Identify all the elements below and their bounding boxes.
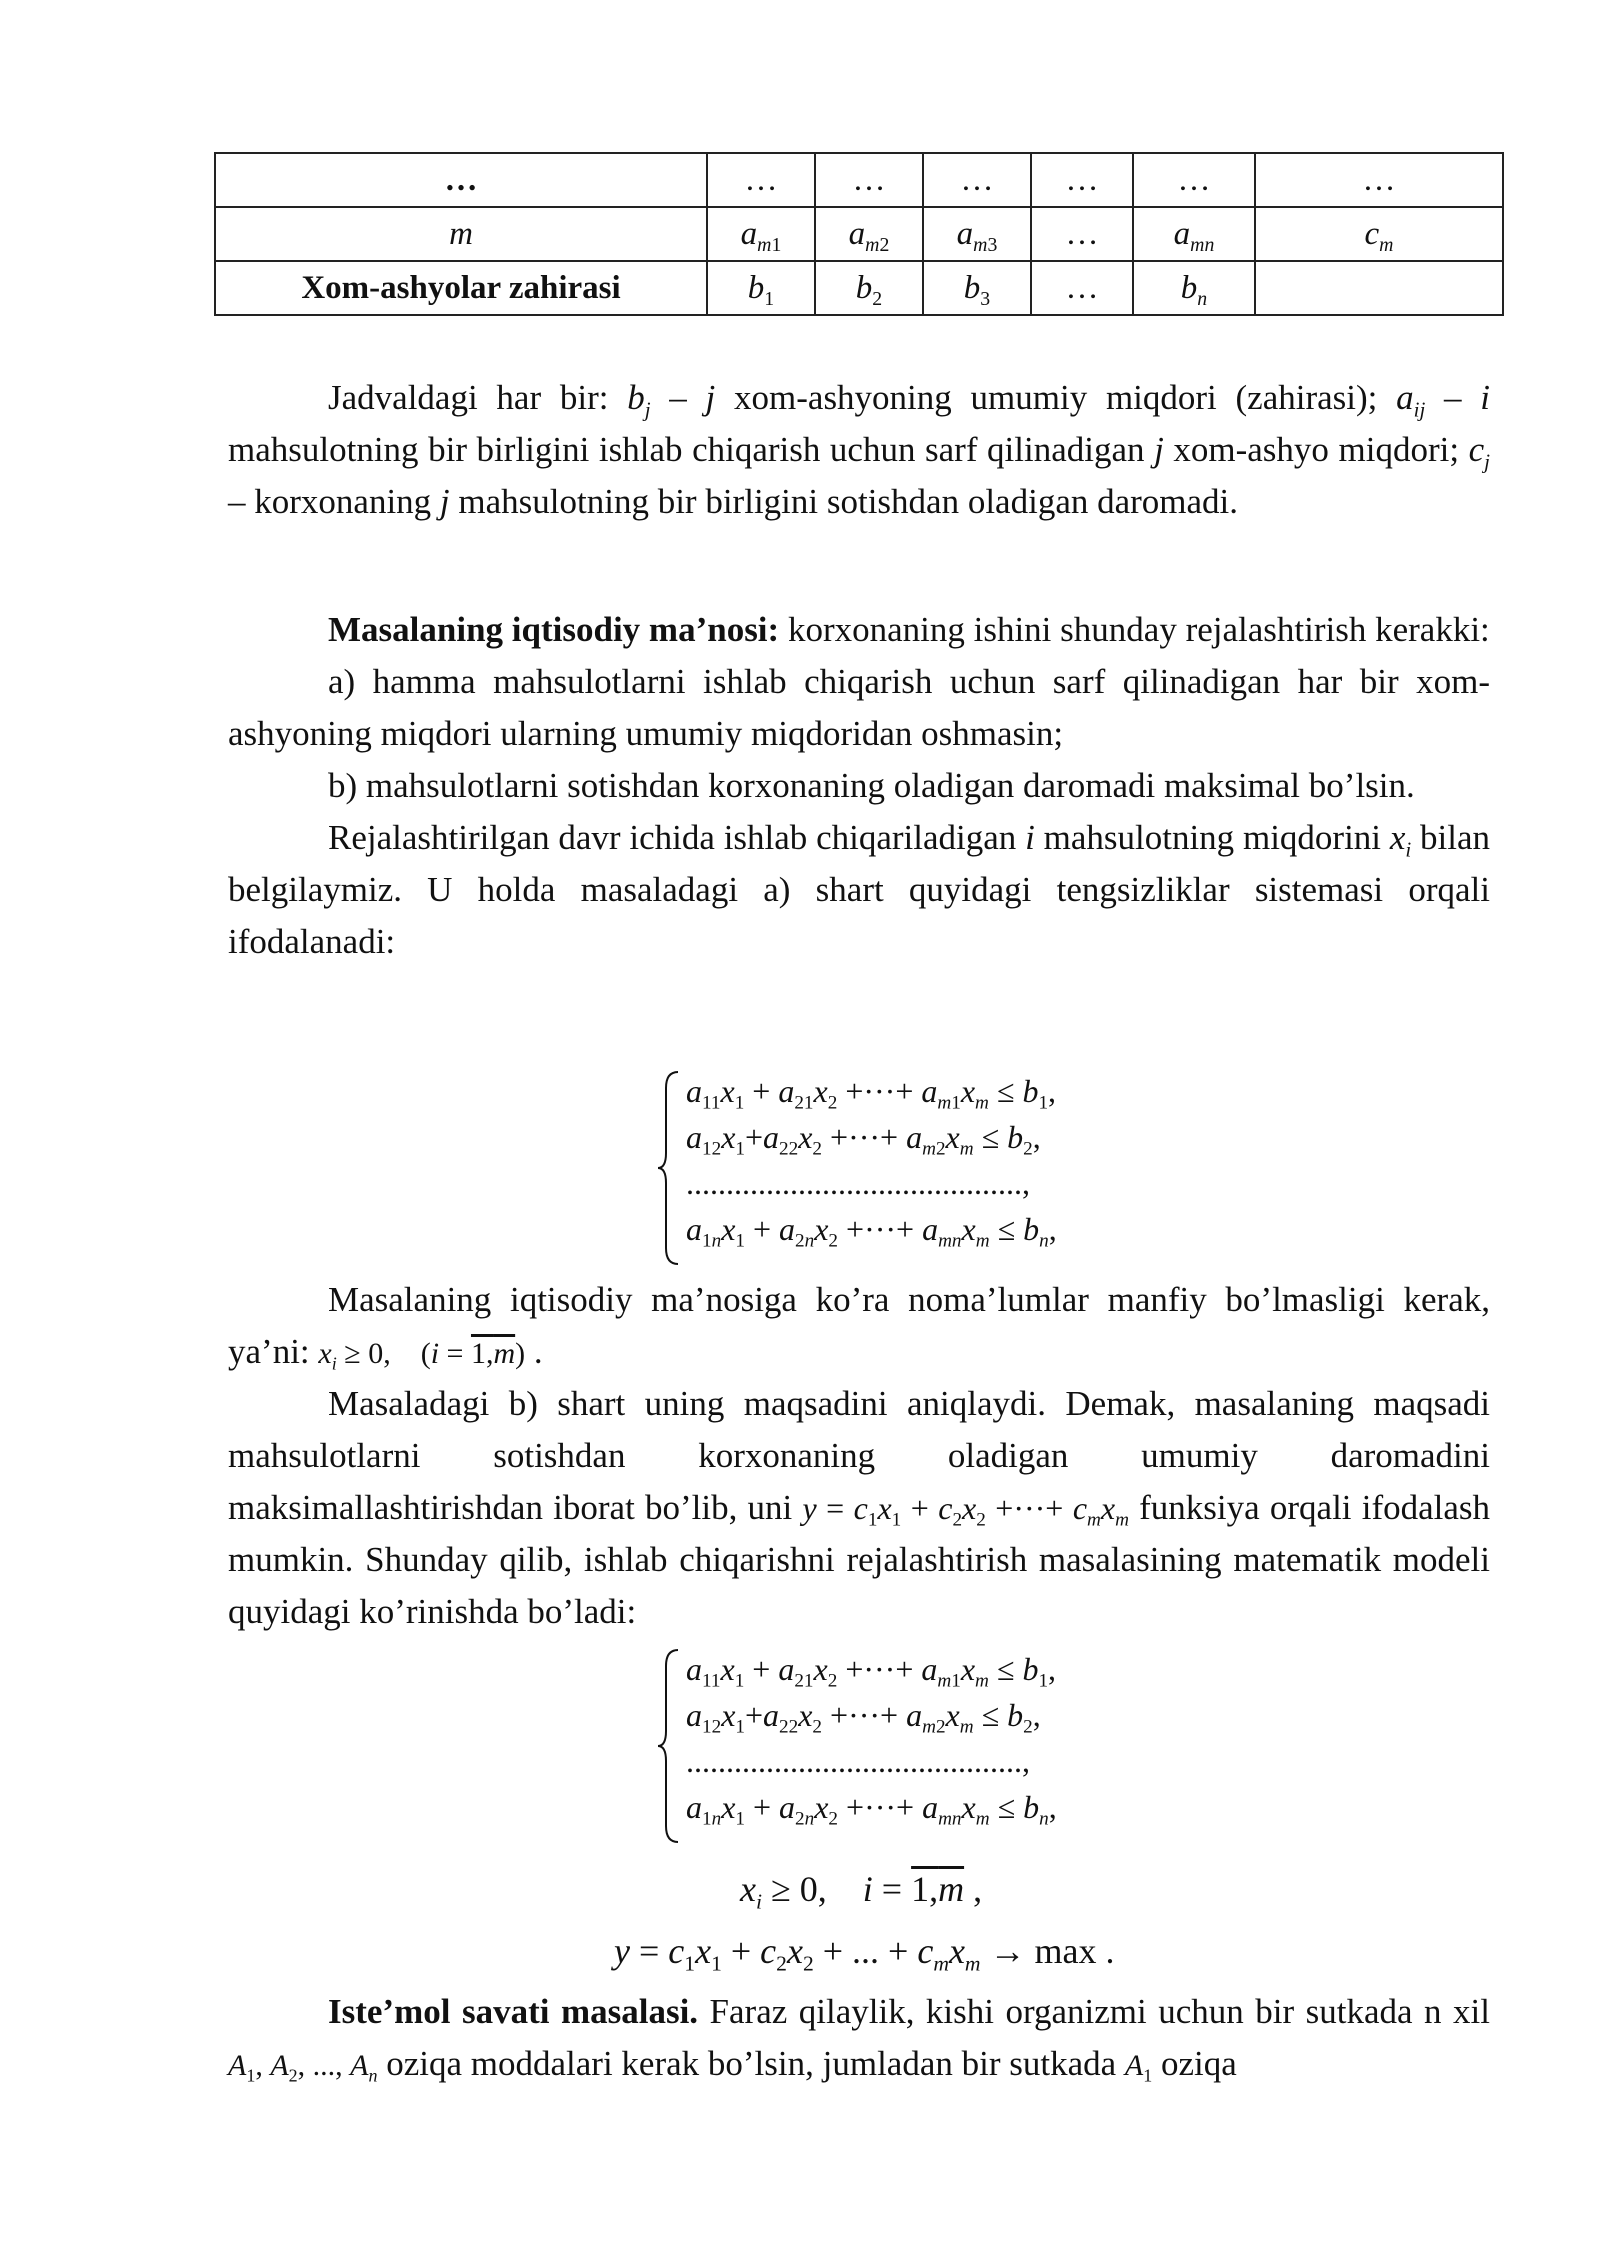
text: korxonaning ishini shunday rejalashtirish kerakki: xyxy=(779,610,1490,649)
nonnegativity-formula: $x_i \ge 0$, i = 1,m , xyxy=(740,1869,983,1914)
paragraph-consumer-basket xyxy=(228,1986,1490,2092)
text: bilan belgilaymiz. U holda masaladagi a) shart quyidagi tengsizliklar sistemasi orqali ifodalanadi: xyxy=(228,818,1490,961)
text: mahsulotning bir birligini sotishdan oladigan daromadi. xyxy=(449,482,1239,521)
text: oziqa moddalari kerak bo’lsin, jumladan bir sutkada xyxy=(377,2044,1125,2083)
bold-heading: Iste’mol savati masalasi. xyxy=(328,1992,699,2031)
table-cell: $a_{m2}$ xyxy=(815,207,923,261)
objective-formula: $y = c_1x_1 + c_2x_2$ + ... + $c_mx_m \to \max$ . xyxy=(614,1931,1115,1976)
inequality-row: $a_{1n}x_1 + a_{2n}x_2$ +···+ $a_{mn}x_m \le b_n$, xyxy=(686,1211,1057,1252)
table-cell: … xyxy=(1031,207,1133,261)
table-cell: $a_{m1}$ xyxy=(707,207,815,261)
paragraph-text: Jadvaldagi har bir: $b_j$ – j xom-ashyoning umumiy miqdori (zahirasi); $a_{ij}$ – i mahsulotning bir birligini ishlab chiqarish uchun sarf qilinadigan j xom-ashyo miqdori; $c_j$ – korxonaning j mahsulotning bir birligini sotishdan oladigan daromadi. xyxy=(228,378,1491,521)
brace-icon xyxy=(656,1068,682,1268)
table-cell: … xyxy=(1031,261,1133,315)
text: Masaladagi b) shart uning maqsadini aniqlaydi. Demak, masalaning maqsadi mahsulotlarni sotishdan korxonaning oladigan umumiy daromadini maksimallashtirishdan iborat bo’lib, uni xyxy=(228,1384,1490,1527)
table-cell: … xyxy=(1031,153,1133,207)
text: mahsulotning bir birligini ishlab chiqarish uchun sarf qilinadigan xyxy=(228,430,1155,469)
paragraph-definitions xyxy=(228,372,1490,528)
bold-heading: Masalaning iqtisodiy ma’nosi: xyxy=(328,610,780,649)
resource-table xyxy=(214,152,1504,316)
inequality-row: $a_{11}x_1 + a_{21}x_2$ +···+ $a_{m1}x_m \le b_1$, xyxy=(686,1073,1057,1114)
table-cell: Xom-ashyolar zahirasi xyxy=(215,261,707,315)
paragraph-text: Masaladagi b) shart uning maqsadini aniqlaydi. Demak, masalaning maqsadi mahsulotlarni sotishdan korxonaning oladigan umumiy daromadini maksimallashtirishdan iborat bo’lib, uni $y = c_1x_1 + c_2x_2$ +···+ $c_mx_m$ funksiya orqali ifodalash mumkin. Shunday qilib, ishlab chiqarishni rejalashtirish masalasining matematik modeli quyidagi ko’rinishda bo’ladi: xyxy=(228,1384,1491,1631)
table-cell: $b_2$ xyxy=(815,261,923,315)
table-cell: m xyxy=(215,207,707,261)
text: Jadvaldagi har bir: xyxy=(328,378,628,417)
paragraph-condition-a: a) hamma mahsulotlarni ishlab chiqarish uchun sarf qilinadigan har bir xom-ashyoning miqdori ularning umumiy miqdoridan oshmasin; xyxy=(228,662,1490,753)
brace-icon xyxy=(656,1646,682,1846)
table-row xyxy=(215,261,1503,315)
paragraph-condition-b: b) mahsulotlarni sotishdan korxonaning oladigan daromadi maksimal bo’lsin. xyxy=(328,766,1415,805)
table-cell: $b_1$ xyxy=(707,261,815,315)
text: Masalaning iqtisodiy ma’nosiga ko’ra noma’lumlar manfiy bo’lmasligi kerak, ya’ni: xyxy=(228,1280,1490,1371)
paragraph-nonnegativity xyxy=(228,1274,1490,1380)
table-cell: … xyxy=(215,153,707,207)
table-cell: … xyxy=(707,153,815,207)
table-cell: $b_n$ xyxy=(1133,261,1255,315)
paragraph-variables: Rejalashtirilgan davr ichida ishlab chiqariladigan i mahsulotning miqdorini $x_i$ bilan belgilaymiz. U holda masaladagi a) shart quyidagi tengsizliklar sistemasi orqali ifodalanadi: xyxy=(228,818,1490,961)
dots-row: .........................................., xyxy=(686,1743,1030,1779)
table-cell: … xyxy=(923,153,1031,207)
table-row xyxy=(215,153,1503,207)
table-cell: … xyxy=(1133,153,1255,207)
text: mahsulotning miqdorini xyxy=(1034,818,1390,857)
paragraph-economic-meaning xyxy=(228,604,1490,656)
text: xom-ashyo miqdori; xyxy=(1163,430,1469,469)
text: – korxonaning xyxy=(228,482,440,521)
table-cell: … xyxy=(815,153,923,207)
table-cell: $a_{m3}$ xyxy=(923,207,1031,261)
text: xom-ashyoning umumiy miqdori (zahirasi); xyxy=(715,378,1397,417)
paragraph-objective xyxy=(228,1378,1490,1638)
table-row xyxy=(215,207,1503,261)
inequality-row: $a_{12}x_1+a_{22}x_2$ +···+ $a_{m2}x_m \le b_2$, xyxy=(686,1697,1041,1738)
table-cell: … xyxy=(1255,153,1503,207)
dots-row: .........................................., xyxy=(686,1165,1030,1201)
text: Rejalashtirilgan davr ichida ishlab chiqariladigan xyxy=(328,818,1026,857)
text: oziqa xyxy=(1152,2044,1237,2083)
text: Faraz qilaylik, kishi organizmi uchun bir sutkada n xil xyxy=(698,1992,1490,2031)
paragraph-text: Iste’mol savati masalasi. Faraz qilaylik, kishi organizmi uchun bir sutkada n xil $A_1$, $A_2$, ..., $A_n$ oziqa moddalari kerak bo’lsin, jumladan bir sutkada $A_1$ oziqa xyxy=(228,1992,1490,2086)
table-cell: $b_3$ xyxy=(923,261,1031,315)
table-cell: $a_{mn}$ xyxy=(1133,207,1255,261)
inequality-row: $a_{11}x_1 + a_{21}x_2$ +···+ $a_{m1}x_m \le b_1$, xyxy=(686,1651,1057,1692)
inequality-row: $a_{1n}x_1 + a_{2n}x_2$ +···+ $a_{mn}x_m \le b_n$, xyxy=(686,1789,1057,1830)
paragraph-text: Masalaning iqtisodiy ma’nosiga ko’ra noma’lumlar manfiy bo’lmasligi kerak, ya’ni: $x_i \ge 0$, (i = 1,m) . xyxy=(228,1280,1490,1374)
table-cell: $c_m$ xyxy=(1255,207,1503,261)
table-cell xyxy=(1255,261,1503,315)
paragraph-group xyxy=(228,604,1490,968)
text: funksiya orqali ifodalash mumkin. Shunday qilib, ishlab chiqarishni rejalashtirish masalasining matematik modeli quyidagi ko’rinishda bo’ladi: xyxy=(228,1488,1491,1631)
inequality-row: $a_{12}x_1+a_{22}x_2$ +···+ $a_{m2}x_m \le b_2$, xyxy=(686,1119,1041,1160)
